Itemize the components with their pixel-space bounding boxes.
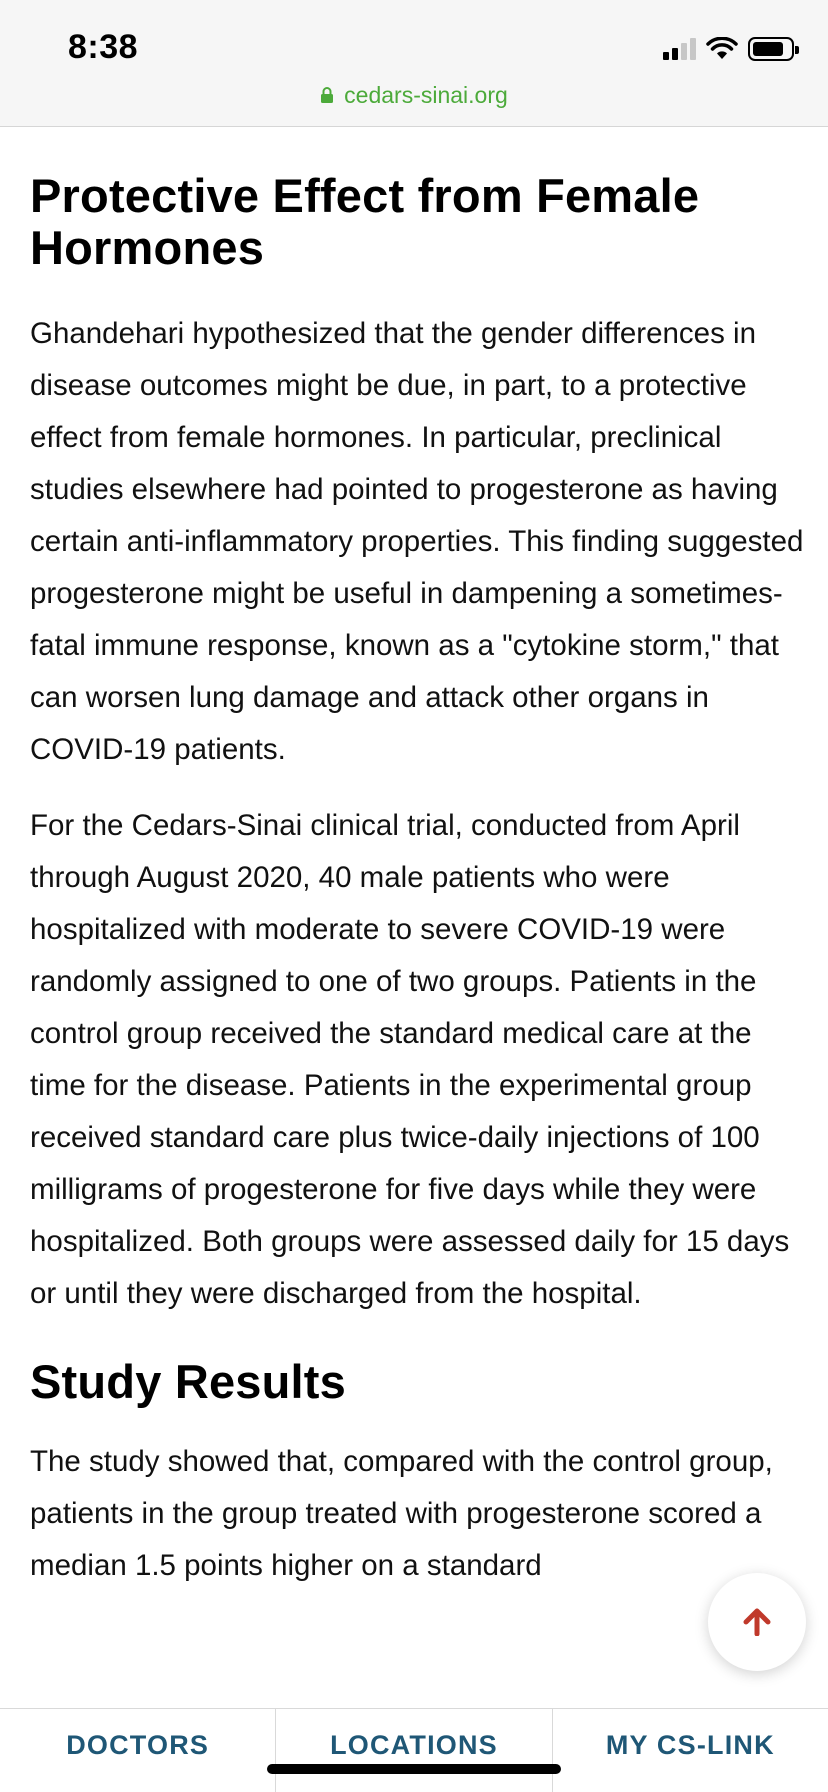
home-indicator[interactable] bbox=[267, 1764, 561, 1774]
url-domain: cedars-sinai.org bbox=[344, 81, 508, 108]
scroll-to-top-button[interactable] bbox=[708, 1573, 806, 1671]
battery-icon bbox=[748, 37, 794, 61]
arrow-up-icon bbox=[742, 1608, 772, 1636]
cellular-signal-icon bbox=[663, 38, 696, 60]
section-heading: Study Results bbox=[30, 1355, 346, 1408]
nav-locations[interactable]: LOCATIONS bbox=[276, 1709, 552, 1792]
url-bar[interactable] bbox=[0, 78, 828, 112]
browser-top-bar bbox=[0, 0, 828, 127]
lock-icon bbox=[320, 86, 334, 104]
bottom-nav bbox=[0, 1708, 828, 1792]
nav-doctors[interactable]: DOCTORS bbox=[0, 1709, 276, 1792]
article-paragraph: The study showed that, compared with the control group, patients in the group treated with progesterone scored a median 1.5 points higher on a standard bbox=[30, 1445, 773, 1582]
section-heading: Protective Effect from Female Hormones bbox=[30, 169, 700, 274]
status-icons bbox=[663, 36, 794, 62]
wifi-icon bbox=[706, 37, 738, 61]
status-time: 8:38 bbox=[68, 28, 139, 66]
nav-my-cs-link[interactable]: MY CS-LINK bbox=[605, 1730, 775, 1760]
article-paragraph: Ghandehari hypothesized that the gender differences in disease outcomes might be due, in part, to a protective effect from female hormones. In particular, preclinical studies elsewhere had pointed to progesterone as having certain anti-inflammatory properties. This finding suggested progesterone might be useful in dampening a sometimes-fatal immune response, known as a "cytokine storm," that can worsen lung damage and attack other organs in COVID-19 patients. bbox=[30, 317, 804, 766]
article-paragraph: For the Cedars-Sinai clinical trial, conducted from April through August 2020, 40 male patients who were hospitalized with moderate to severe COVID-19 were randomly assigned to one of two groups. Patients in the control group received the standard medical care at the time for the disease. Patients in the experimental group received standard care plus twice-daily injections of 100 milligrams of progesterone for five days while they were hospitalized. Both groups were assessed daily for 15 days or until they were discharged from the hospital. bbox=[30, 809, 790, 1310]
article-body bbox=[30, 170, 804, 1592]
